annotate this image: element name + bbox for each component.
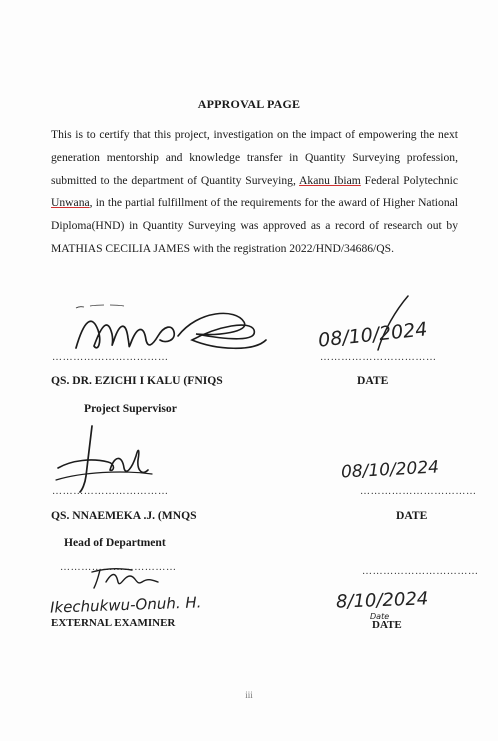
supervisor-name: QS. DR. EZICHI I KALU (FNIQS <box>51 374 223 387</box>
external-date-handwritten: 8/10/2024 <box>335 588 429 613</box>
paragraph-part-2: Federal Polytechnic <box>360 173 458 187</box>
hod-signature-line: …………………………… <box>52 486 169 497</box>
external-examiner-name-handwritten: Ikechukwu-Onuh. H. <box>49 593 202 617</box>
paragraph-part-3: , in the partial fulfillment of the requirements for the award of Higher National Diploma(HND) in Quantity Surveying was approved as a record of research out by MATHIAS CECILIA JAMES with the registration 2022/HND/34686/QS. <box>51 196 458 255</box>
hod-date-line: …………………………… <box>360 486 477 497</box>
hod-signature <box>52 420 162 496</box>
certification-paragraph <box>51 124 458 261</box>
external-date-label: DATE <box>372 619 402 631</box>
supervisor-role: Project Supervisor <box>84 402 177 415</box>
external-signature-line: …………………………… <box>60 562 177 573</box>
external-examiner-signature <box>86 562 166 592</box>
external-examiner-label: EXTERNAL EXAMINER <box>51 617 176 629</box>
external-date-line: …………………………… <box>362 566 479 577</box>
page-title: APPROVAL PAGE <box>197 97 301 111</box>
supervisor-date-label: DATE <box>357 374 389 387</box>
supervisor-date-line: …………………………… <box>320 352 437 363</box>
supervisor-signature-line: …………………………… <box>52 352 169 363</box>
supervisor-date-handwritten: 08/10/2024 <box>317 318 429 352</box>
external-date-hand-label: Date <box>370 612 390 621</box>
hod-name: QS. NNAEMEKA .J. (MNQS <box>51 509 197 522</box>
town-name-underlined: Unwana <box>51 196 90 210</box>
paragraph-part-1: This is to certify that this project, investigation on the impact of empowering the next generation mentorship and knowledge transfer in Quantity Surveying profession, submitted to the department of Quantity Surveying, <box>51 128 458 187</box>
hod-role: Head of Department <box>64 536 166 549</box>
hod-date-handwritten: 08/10/2024 <box>340 457 440 483</box>
hod-date-label: DATE <box>396 509 428 522</box>
page-number: iii <box>245 690 253 700</box>
institution-name-underlined: Akanu Ibiam <box>299 173 361 187</box>
